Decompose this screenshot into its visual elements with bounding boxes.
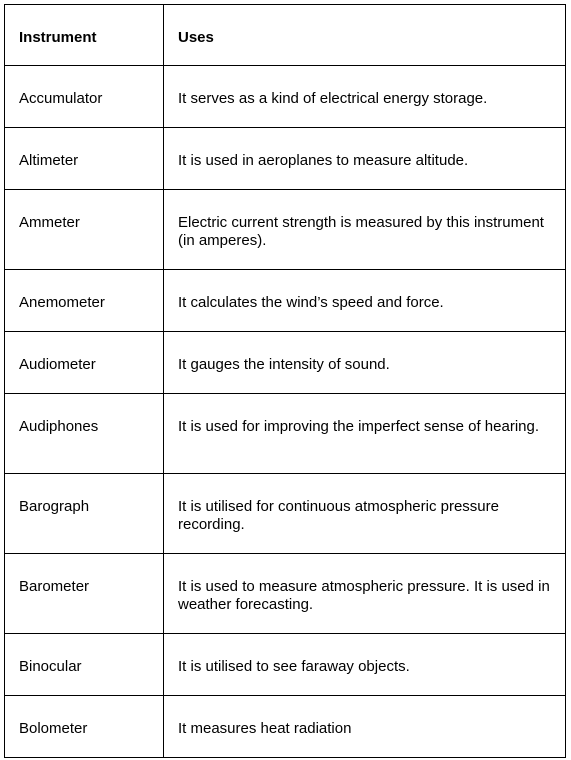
use-cell: It is utilised for continuous atmospheric pressure recording. [164, 474, 566, 554]
use-cell: It measures heat radiation [164, 696, 566, 758]
use-cell: It is used to measure atmospheric pressure. It is used in weather forecasting. [164, 554, 566, 634]
table-row [5, 270, 566, 332]
table-row [5, 332, 566, 394]
use-cell: It calculates the wind’s speed and force. [164, 270, 566, 332]
table-row [5, 474, 566, 554]
instrument-cell: Barometer [5, 554, 164, 634]
instrument-cell: Audiometer [5, 332, 164, 394]
table-row [5, 128, 566, 190]
table-row [5, 394, 566, 474]
table-header-row [5, 5, 566, 66]
table-row [5, 554, 566, 634]
use-cell: Electric current strength is measured by this instrument (in amperes). [164, 190, 566, 270]
instrument-cell: Accumulator [5, 66, 164, 128]
instrument-cell: Altimeter [5, 128, 164, 190]
use-cell: It gauges the intensity of sound. [164, 332, 566, 394]
use-cell: It is used for improving the imperfect sense of hearing. [164, 394, 566, 474]
instrument-cell: Binocular [5, 634, 164, 696]
instrument-cell: Audiphones [5, 394, 164, 474]
table-row [5, 634, 566, 696]
instrument-cell: Barograph [5, 474, 164, 554]
use-cell: It is used in aeroplanes to measure altitude. [164, 128, 566, 190]
instrument-cell: Ammeter [5, 190, 164, 270]
instruments-table [4, 4, 566, 758]
table-row [5, 190, 566, 270]
use-cell: It is utilised to see faraway objects. [164, 634, 566, 696]
header-instrument: Instrument [5, 5, 164, 66]
use-cell: It serves as a kind of electrical energy storage. [164, 66, 566, 128]
table-row [5, 696, 566, 758]
instrument-cell: Anemometer [5, 270, 164, 332]
header-uses: Uses [164, 5, 566, 66]
instrument-cell: Bolometer [5, 696, 164, 758]
table-row [5, 66, 566, 128]
